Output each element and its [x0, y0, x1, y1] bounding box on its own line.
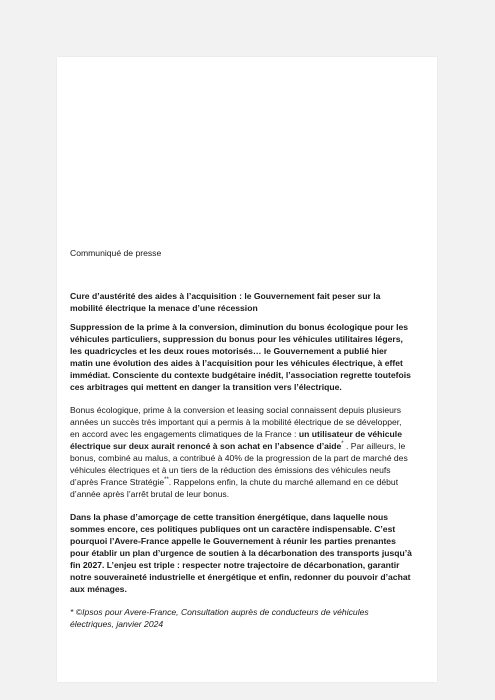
press-release-label: Communiqué de presse [70, 248, 162, 258]
p2-text-3: . Rappelons enfin, la chute du marché allemand en ce début d’année après l’arrêt brutal de leur bonus. [70, 477, 399, 499]
lead-paragraph: Suppression de la prime à la conversion, diminution du bonus écologique pour les véhicules particuliers, suppression du bonus pour les véhicules utilitaires légers, les quadricycles et les deux roues motorisés… le Gouvernement a publié hier matin une évolution des aides à l’acquisition pour les véhicules électrique, à effet immédiat. Consciente du contexte budgétaire inédit, l’association regrette toutefois ces arbitrages qui mettent en danger la transition vers l’électrique. [70, 322, 411, 392]
body-paragraph-2 [70, 404, 412, 500]
body-paragraph-3: Dans la phase d’amorçage de cette transition énergétique, dans laquelle nous sommes encore, ces politiques publiques ont un caractère indispensable. C’est pourquoi l’Avere-France appelle le Gouvernement à réunir les parties prenantes pour établir un plan d’urgence de soutien à la décarbonation des transports jusqu’à fin 2027. L’enjeu est triple : respecter notre trajectoire de décarbonation, garantir notre souveraineté industrielle et énergétique et enfin, redonner du pouvoir d’achat aux ménages. [70, 512, 412, 594]
document-title: Cure d’austérité des aides à l’acquisition : le Gouvernement fait peser sur la mobilité électrique la menace d’une récession [70, 291, 381, 313]
p2-text-1: Bonus écologique, prime à la conversion et leasing social connaissent depuis plusieurs années un succès très important qui a permis à la mobilité électrique de se développer, en accord avec les engagements climatiques de la France : [70, 405, 402, 439]
footnote: * ©Ipsos pour Avere-France, Consultation auprès de conducteurs de véhicules électriques, janvier 2024 [70, 607, 369, 629]
footnote-ref-2: ** [164, 477, 169, 484]
document-content [70, 247, 412, 630]
footnote-ref-1: * [341, 441, 344, 448]
p2-text-2: . Par ailleurs, le bonus, combiné au malus, a contribué à 40% de la progression de la part de marché des véhicules électriques et à un tiers de la réduction des émissions des véhicules neufs d’après France Stratégie [70, 441, 408, 487]
document-page [57, 57, 437, 682]
p2-bold-1: un utilisateur de véhicule électrique sur deux aurait renoncé à son achat en l’absence d’aide [70, 429, 402, 451]
